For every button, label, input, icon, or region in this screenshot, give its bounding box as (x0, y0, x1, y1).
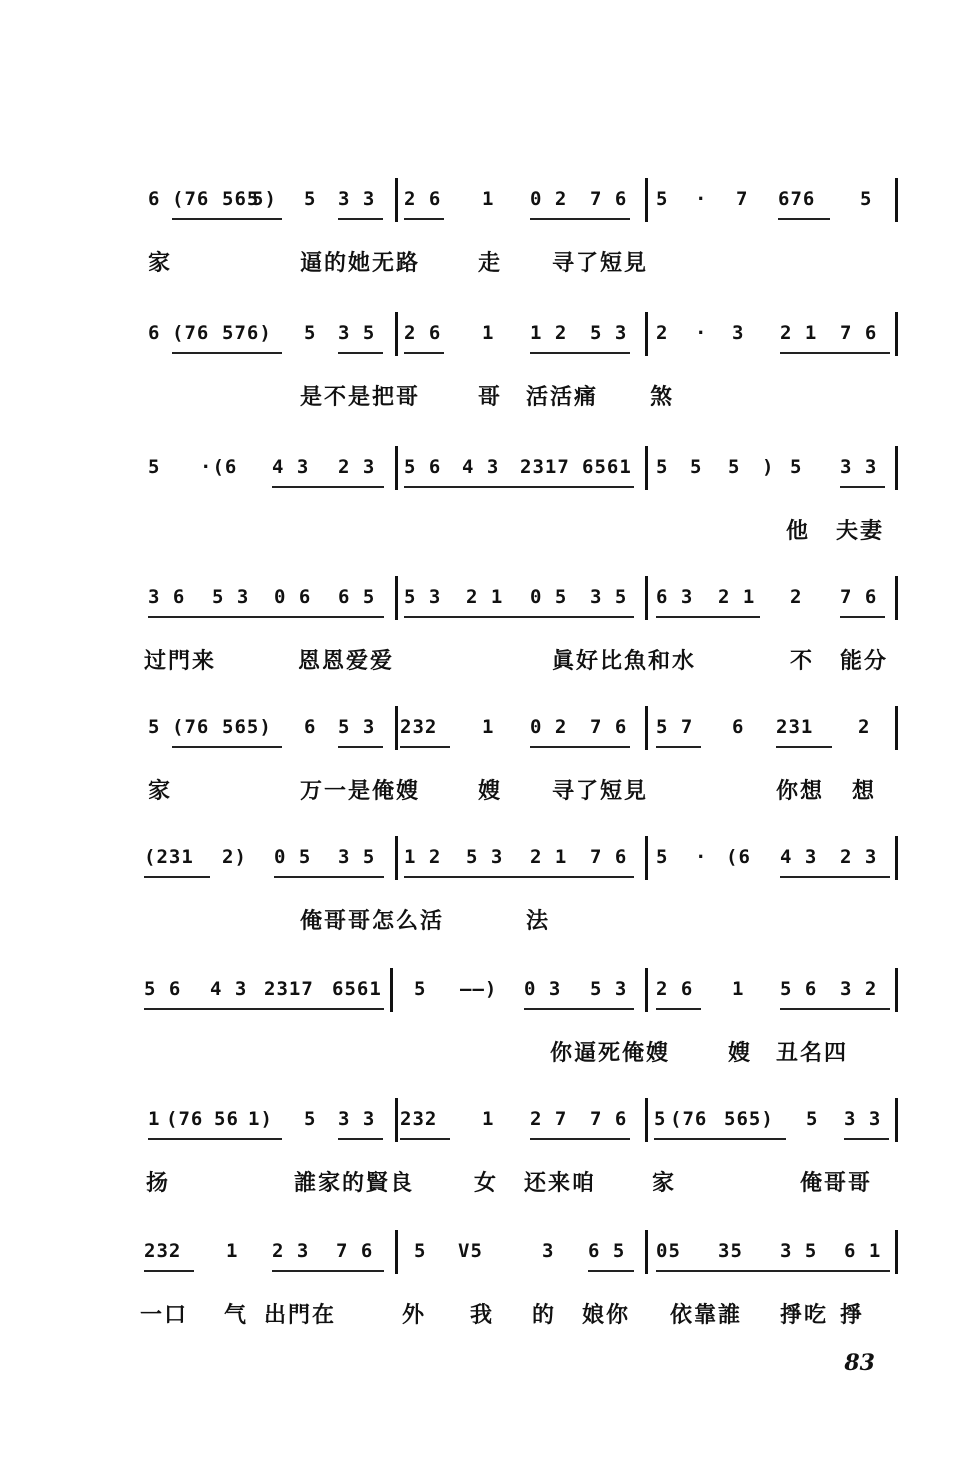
note: 6 (304, 716, 317, 738)
bar-line (395, 446, 398, 490)
note: 5 3 (590, 322, 628, 344)
note: 3 5 (338, 322, 376, 344)
beam-line (844, 1138, 889, 1140)
lyric: 恩恩爱爱 (298, 648, 395, 674)
notation-row (140, 456, 900, 500)
note: 231 (776, 716, 814, 738)
bar-line (395, 178, 398, 222)
note: 0 5 (274, 846, 312, 868)
beam-line (840, 616, 885, 618)
lyric: 我 (470, 1302, 495, 1328)
lyric: 过門来 (144, 648, 217, 674)
note: 7 6 (590, 188, 628, 210)
note: 5 (656, 456, 669, 478)
note: 05 (656, 1240, 681, 1262)
note: 1) (248, 1108, 273, 1130)
note: 6 3 (656, 586, 694, 608)
bar-line (645, 836, 648, 880)
note: 5 (728, 456, 741, 478)
lyrics-row (140, 904, 900, 938)
beam-line (780, 352, 890, 354)
lyric: 家 (148, 778, 173, 804)
note: 3 (542, 1240, 555, 1262)
lyric: 寻了短見 (552, 778, 649, 804)
lyric: 还来咱 (524, 1170, 597, 1196)
beam-line (400, 746, 450, 748)
note: 676 (778, 188, 816, 210)
bar-line (895, 576, 898, 620)
note: (231 (144, 846, 194, 868)
note: 5 6 (144, 978, 182, 1000)
beam-line (530, 1138, 630, 1140)
note: 3 3 (338, 1108, 376, 1130)
note: 2 7 (530, 1108, 568, 1130)
note: 3 2 (840, 978, 878, 1000)
beam-line (530, 352, 630, 354)
note: · (695, 188, 708, 210)
notation-row (140, 586, 900, 630)
lyric: 活活痛 (526, 384, 599, 410)
lyric: 家 (652, 1170, 677, 1196)
beam-line (656, 616, 760, 618)
beam-line (148, 1138, 282, 1140)
beam-line (338, 352, 383, 354)
note: 5 (656, 846, 669, 868)
notation-row (140, 1108, 900, 1152)
note: 2 6 (404, 322, 442, 344)
bar-line (895, 1098, 898, 1142)
note: 6 (148, 188, 161, 210)
note: 2 1 (780, 322, 818, 344)
note: 5 6 (780, 978, 818, 1000)
note: 6 5 (588, 1240, 626, 1262)
notation-row (140, 846, 900, 890)
beam-line (148, 616, 384, 618)
beam-line (404, 876, 634, 878)
note: 5 (304, 1108, 317, 1130)
note: 5 (148, 456, 161, 478)
note: 232 (400, 1108, 438, 1130)
bar-line (645, 576, 648, 620)
beam-line (274, 876, 384, 878)
note: 565) (724, 1108, 774, 1130)
lyric: 哥 (478, 384, 503, 410)
note: (76 (670, 1108, 708, 1130)
note: 5 (690, 456, 703, 478)
note: 0 2 (530, 716, 568, 738)
lyrics-row (140, 644, 900, 678)
note: 3 3 (844, 1108, 882, 1130)
lyric: 娘你 (582, 1302, 631, 1328)
lyric: 扬 (146, 1170, 171, 1196)
lyric: 气 (224, 1302, 249, 1328)
note: 5 (860, 188, 873, 210)
note: 2 3 (338, 456, 376, 478)
lyric: 能分 (840, 648, 889, 674)
note: 1 (482, 322, 495, 344)
notation-row (140, 188, 900, 232)
lyric: 女 (474, 1170, 499, 1196)
beam-line (404, 616, 634, 618)
beam-line (338, 218, 383, 220)
lyric: 万一是俺嫂 (300, 778, 421, 804)
note: 2 3 (840, 846, 878, 868)
note: V5 (458, 1240, 483, 1262)
beam-line (272, 1270, 384, 1272)
note: 2 (858, 716, 871, 738)
beam-line (780, 876, 890, 878)
beam-line (656, 1008, 701, 1010)
staff-system-3 (140, 456, 900, 548)
lyric: 依靠誰 (670, 1302, 743, 1328)
lyrics-row (140, 1166, 900, 1200)
beam-line (144, 876, 210, 878)
lyrics-row (140, 246, 900, 280)
staff-system-4 (140, 586, 900, 678)
note: 5 (656, 188, 669, 210)
notation-row (140, 716, 900, 760)
note: 3 3 (338, 188, 376, 210)
note: 5 7 (656, 716, 694, 738)
page-number: 83 (844, 1350, 875, 1376)
beam-line (524, 1008, 634, 1010)
lyric: 誰家的賢良 (294, 1170, 415, 1196)
note: 2 1 (466, 586, 504, 608)
note: · (695, 846, 708, 868)
lyric: 外 (402, 1302, 427, 1328)
beam-line (338, 746, 383, 748)
bar-line (895, 836, 898, 880)
beam-line (530, 218, 630, 220)
note: 7 6 (590, 716, 628, 738)
staff-system-5 (140, 716, 900, 808)
note: 6 (148, 322, 161, 344)
note: (76 (166, 1108, 204, 1130)
note: 3 (732, 322, 745, 344)
note: 5 (790, 456, 803, 478)
bar-line (895, 706, 898, 750)
lyric: 法 (526, 908, 551, 934)
note: 3 5 (338, 846, 376, 868)
lyric: 丑名四 (776, 1040, 849, 1066)
lyric: 眞好比魚和水 (552, 648, 697, 674)
bar-line (645, 1098, 648, 1142)
lyric: 走 (478, 250, 503, 276)
lyric: 俺哥哥怎么活 (300, 908, 445, 934)
note: 5 (414, 978, 427, 1000)
staff-system-1 (140, 188, 900, 280)
note: 3 5 (780, 1240, 818, 1262)
note: 5 6 (404, 456, 442, 478)
staff-system-8 (140, 1108, 900, 1200)
lyrics-row (140, 774, 900, 808)
lyric: 嫂 (478, 778, 503, 804)
note: 6 5 (338, 586, 376, 608)
note: 4 3 (462, 456, 500, 478)
note: 2 6 (404, 188, 442, 210)
note: 4 3 (780, 846, 818, 868)
note: 2 3 (272, 1240, 310, 1262)
note: 0 3 (524, 978, 562, 1000)
beam-line (144, 1270, 194, 1272)
note: 5 3 (590, 978, 628, 1000)
note: 3 5 (590, 586, 628, 608)
beam-line (530, 746, 630, 748)
note: 2317 (264, 978, 314, 1000)
bar-line (395, 576, 398, 620)
notation-row (140, 1240, 900, 1284)
lyric: 一口 (140, 1302, 189, 1328)
note: ) (762, 456, 775, 478)
bar-line (395, 836, 398, 880)
staff-system-2 (140, 322, 900, 414)
note: 576) (222, 322, 272, 344)
note: 2 (790, 586, 803, 608)
beam-line (404, 352, 444, 354)
note: 56 (214, 1108, 239, 1130)
lyrics-row (140, 1036, 900, 1070)
bar-line (895, 446, 898, 490)
bar-line (895, 968, 898, 1012)
bar-line (645, 446, 648, 490)
note: 0 2 (530, 188, 568, 210)
note: 1 2 (404, 846, 442, 868)
lyric: 他 (786, 518, 811, 544)
note: 7 6 (336, 1240, 374, 1262)
bar-line (395, 312, 398, 356)
beam-line (404, 486, 634, 488)
note: 4 3 (210, 978, 248, 1000)
notation-row (140, 978, 900, 1022)
beam-line (272, 486, 384, 488)
lyric: 煞 (650, 384, 675, 410)
beam-line (172, 352, 282, 354)
note: 1 (482, 188, 495, 210)
staff-system-6 (140, 846, 900, 938)
note: 232 (400, 716, 438, 738)
note: 565 (222, 188, 260, 210)
note: 1 (226, 1240, 239, 1262)
lyrics-row (140, 514, 900, 548)
note: 35 (718, 1240, 743, 1262)
note: (76 (172, 716, 210, 738)
note: 5) (252, 188, 277, 210)
note: (6 (726, 846, 751, 868)
bar-line (395, 1098, 398, 1142)
note: ·(6 (200, 456, 238, 478)
lyric: 你想 (776, 778, 825, 804)
note: 3 6 (148, 586, 186, 608)
bar-line (895, 1230, 898, 1274)
bar-line (390, 968, 393, 1012)
beam-line (656, 746, 701, 748)
beam-line (656, 1270, 890, 1272)
note: 1 (482, 716, 495, 738)
beam-line (338, 1138, 383, 1140)
note: 3 3 (840, 456, 878, 478)
beam-line (778, 218, 830, 220)
note: 5 (148, 716, 161, 738)
note: 2 6 (656, 978, 694, 1000)
bar-line (645, 1230, 648, 1274)
lyric: 不 (790, 648, 815, 674)
bar-line (645, 178, 648, 222)
bar-line (395, 1230, 398, 1274)
lyrics-row (140, 380, 900, 414)
note: 5 (654, 1108, 667, 1130)
note: 1 2 (530, 322, 568, 344)
lyric: 家 (148, 250, 173, 276)
bar-line (895, 312, 898, 356)
note: 232 (144, 1240, 182, 1262)
beam-line (172, 746, 282, 748)
note: 5 (304, 322, 317, 344)
lyric: 掙吃 (780, 1302, 829, 1328)
lyric: 寻了短見 (552, 250, 649, 276)
note: 7 6 (590, 846, 628, 868)
note: 1 (148, 1108, 161, 1130)
note: 5 3 (466, 846, 504, 868)
note: ——) (460, 978, 498, 1000)
lyric: 想 (852, 778, 877, 804)
bar-line (895, 178, 898, 222)
note: 7 (736, 188, 749, 210)
note: 6561 (332, 978, 382, 1000)
beam-line (400, 1138, 450, 1140)
lyrics-row (140, 1298, 900, 1332)
bar-line (395, 706, 398, 750)
note: 2) (222, 846, 247, 868)
note: 1 (732, 978, 745, 1000)
lyric: 嫂 (728, 1040, 753, 1066)
staff-system-9 (140, 1240, 900, 1332)
lyric: 掙 (840, 1302, 865, 1328)
note: 1 (482, 1108, 495, 1130)
note: 5 3 (404, 586, 442, 608)
lyric: 出門在 (264, 1302, 337, 1328)
note: 4 3 (272, 456, 310, 478)
note: (76 (172, 322, 210, 344)
note: 7 6 (840, 586, 878, 608)
note: 565) (222, 716, 272, 738)
staff-system-7 (140, 978, 900, 1070)
beam-line (588, 1270, 634, 1272)
notation-row (140, 322, 900, 366)
lyric: 的 (532, 1302, 557, 1328)
beam-line (172, 218, 282, 220)
note: 5 (414, 1240, 427, 1262)
note: 2 1 (530, 846, 568, 868)
note: 2 (656, 322, 669, 344)
lyric: 是不是把哥 (300, 384, 421, 410)
bar-line (645, 968, 648, 1012)
note: 5 3 (338, 716, 376, 738)
bar-line (645, 706, 648, 750)
beam-line (404, 218, 444, 220)
note: 0 6 (274, 586, 312, 608)
note: (76 (172, 188, 210, 210)
note: 0 5 (530, 586, 568, 608)
note: 5 (304, 188, 317, 210)
bar-line (645, 312, 648, 356)
note: 2317 (520, 456, 570, 478)
beam-line (654, 1138, 786, 1140)
beam-line (840, 486, 885, 488)
note: 5 3 (212, 586, 250, 608)
beam-line (144, 1008, 384, 1010)
beam-line (780, 1008, 890, 1010)
note: 6 1 (844, 1240, 882, 1262)
lyric: 俺哥哥 (800, 1170, 873, 1196)
note: 6561 (582, 456, 632, 478)
lyric: 你逼死俺嫂 (550, 1040, 671, 1066)
note: 5 (806, 1108, 819, 1130)
lyric: 逼的她无路 (300, 250, 421, 276)
note: 2 1 (718, 586, 756, 608)
lyric: 夫妻 (836, 518, 885, 544)
note: 6 (732, 716, 745, 738)
note: · (695, 322, 708, 344)
beam-line (776, 746, 832, 748)
note: 7 6 (590, 1108, 628, 1130)
note: 7 6 (840, 322, 878, 344)
